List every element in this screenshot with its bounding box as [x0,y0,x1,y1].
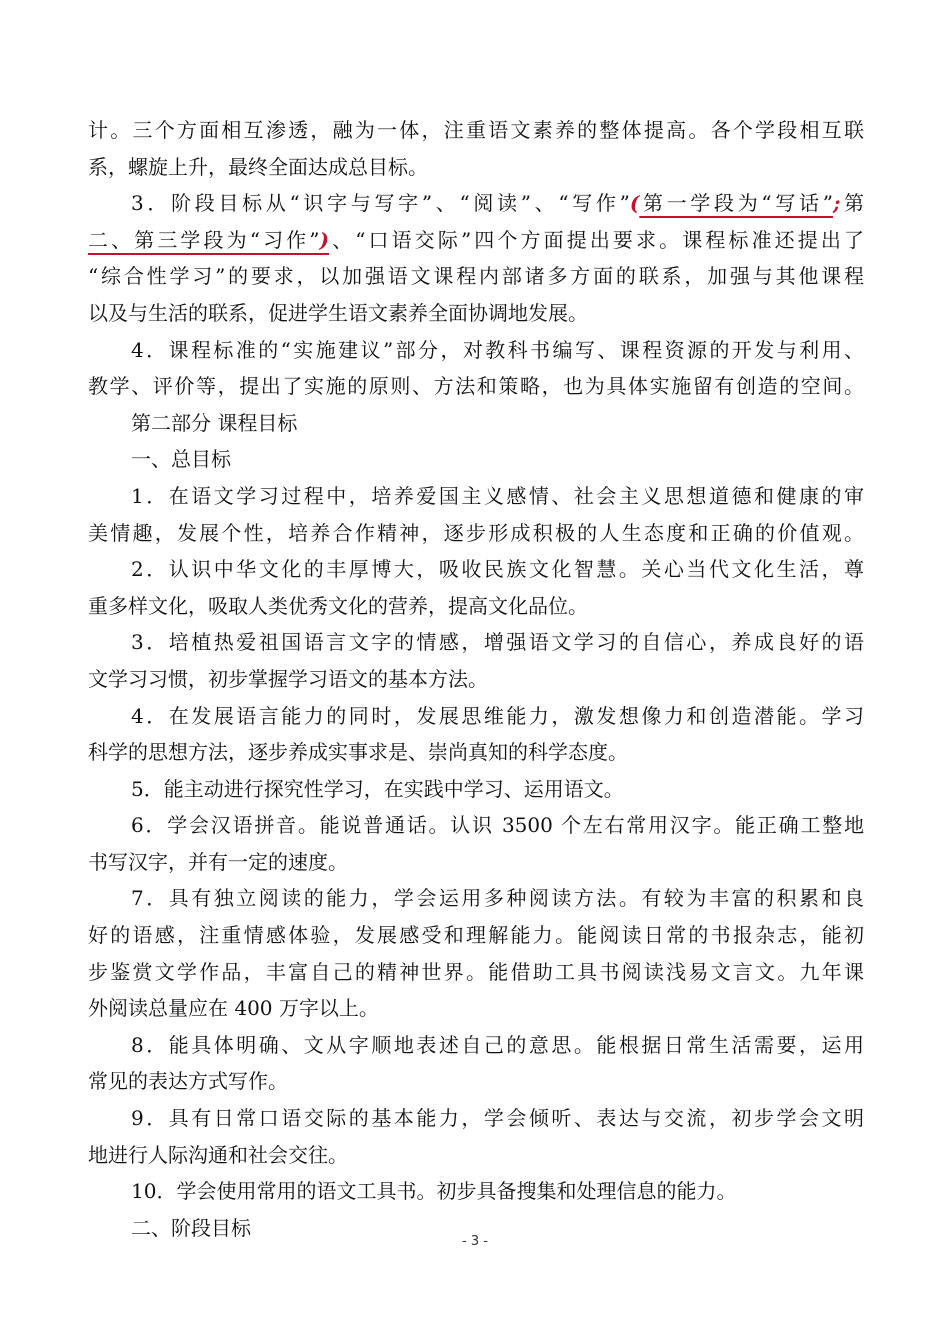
text-segment: 第 [840,191,864,216]
text-line: “综合性学习”的要求，以加强语文课程内部诸多方面的联系，加强与其他课程 [88,264,864,289]
red-paren: ( [629,191,640,216]
text-line: 系，螺旋上升，最终全面达成总目标。 [88,154,428,179]
text-line: 计。三个方面相互渗透，融为一体，注重语文素养的整体提高。各个学段相互联 [88,118,864,142]
red-mark: ; [832,191,841,216]
red-paren: ) [319,227,329,252]
text-segment: 3．阶段目标从“识字与写字”、“阅读”、“写作” [131,191,630,216]
text-line: 文学习习惯，初步掌握学习语文的基本方法。 [88,666,488,691]
text-line: 外阅读总量应在 400 万字以上。 [88,996,379,1021]
text-segment: 、“口语交际”四个方面提出要求。课程标准还提出了 [328,227,864,252]
text-line [88,185,864,222]
text-line: 8．能具体明确、文从字顺地表述自己的意思。能根据日常生活需要，运用 [131,1032,864,1057]
text-line: 教学、评价等，提出了实施的原则、方法和策略，也为具体实施留有创造的空间。 [88,374,864,399]
text-line: 2．认识中华文化的丰厚博大，吸收民族文化智慧。关心当代文化生活，尊 [131,557,864,582]
document-body [88,112,864,1246]
underlined-segment: 第一学段为“写话” [639,191,833,216]
text-line: 6．学会汉语拼音。能说普通话。认识 3500 个左右常用汉字。能正确工整地 [131,813,864,838]
text-line: 7．具有独立阅读的能力，学会运用多种阅读方法。有较为丰富的积累和良 [131,886,864,911]
text-line: 4．课程标准的“实施建议”部分，对教科书编写、课程资源的开发与利用、 [131,337,864,362]
page-number: - 3 - [462,1234,488,1249]
text-line: 4．在发展语言能力的同时，发展思维能力，激发想像力和创造潜能。学习 [131,703,864,728]
text-line: 步鉴赏文学作品，丰富自己的精神世界。能借助工具书阅读浅易文言文。九年课 [88,959,864,984]
text-line: 书写汉字，并有一定的速度。 [88,849,348,874]
text-line: 地进行人际沟通和社会交往。 [88,1142,348,1167]
text-line: 以及与生活的联系，促进学生语文素养全面协调地发展。 [88,300,588,325]
text-line: 3．培植热爱祖国语言文字的情感，增强语文学习的自信心，养成良好的语 [131,630,864,655]
text-line: 重多样文化，吸取人类优秀文化的营养，提高文化品位。 [88,593,588,618]
text-line: 一、总目标 [131,447,231,472]
text-line: 10．学会使用常用的语文工具书。初步具备搜集和处理信息的能力。 [131,1179,737,1204]
text-line: 1．在语文学习过程中，培养爱国主义感情、社会主义思想道德和健康的审 [131,483,864,508]
text-line: 科学的思想方法，逐步养成实事求是、崇尚真知的科学态度。 [88,740,628,765]
text-line: 第二部分 课程目标 [131,410,298,435]
underlined-segment: 二、第三学段为“习作” [88,227,320,252]
text-line: 二、阶段目标 [131,1215,251,1240]
text-line: 好的语感，注重情感体验，发展感受和理解能力。能阅读日常的书报杂志，能初 [88,923,864,948]
text-line: 常见的表达方式写作。 [88,1069,288,1094]
text-line: 9．具有日常口语交际的基本能力，学会倾听、表达与交流，初步学会文明 [131,1106,864,1131]
text-line: 5．能主动进行探究性学习，在实践中学习、运用语文。 [131,776,624,801]
text-line: 美情趣，发展个性，培养合作精神，逐步形成积极的人生态度和正确的价值观。 [88,520,864,545]
text-line [88,222,864,259]
